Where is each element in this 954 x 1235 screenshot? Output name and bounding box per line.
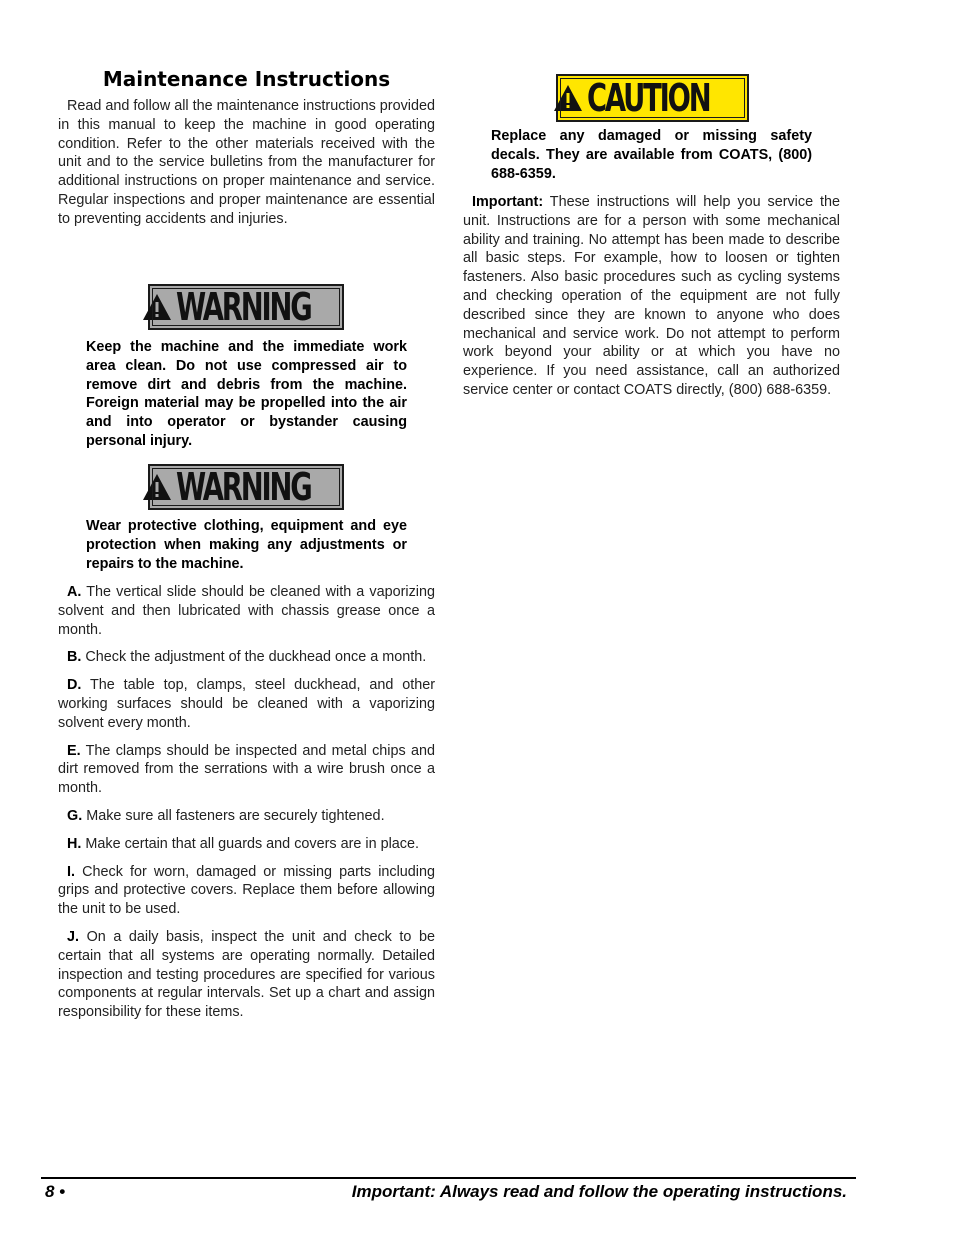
- caution-sign: [556, 74, 749, 122]
- caution-text: Replace any damaged or missing safety decals. They are available from COATS, (800) 688-6359.: [491, 128, 812, 182]
- list-item: A. The vertical slide should be cleaned with a vaporizing solvent and then lubricated with chassis grease once a month.: [58, 584, 435, 638]
- list-item: E. The clamps should be inspected and metal chips and dirt removed from the serrations with a wire brush once a month.: [58, 742, 435, 797]
- list-item: J. On a daily basis, inspect the unit and check to be certain that all systems are operating normally. Detailed inspection and testing procedures are specified for various components at regular intervals. Set up a chart and assign responsibility for these items.: [58, 928, 435, 1021]
- warning-text-2: Wear protective clothing, equipment and eye protection when making any adjustments or repairs to the machine.: [86, 518, 407, 572]
- list-item: B. Check the adjustment of the duckhead once a month.: [67, 649, 427, 666]
- warning-text-1: Keep the machine and the immediate work area clean. Do not use compressed air to remove dirt and debris from the machine. Foreign material may be propelled into the air and into operator or bystander causing personal injury.: [86, 339, 407, 449]
- warning-label: WARNING: [176, 465, 311, 509]
- important-section: [463, 193, 840, 409]
- warning-sign-2: [148, 464, 344, 510]
- warning-label: WARNING: [176, 285, 311, 329]
- section-title: Maintenance Instructions: [102, 67, 391, 91]
- footer-rule: [41, 1177, 856, 1179]
- list-item: D. The table top, clamps, steel duckhead, and other working surfaces should be cleaned with a vaporizing solvent every month.: [58, 677, 435, 731]
- list-item: G. Make sure all fasteners are securely tightened.: [67, 807, 385, 824]
- maintenance-items: [58, 583, 435, 1031]
- left-column: [58, 68, 435, 238]
- important-label: Important:: [472, 194, 544, 210]
- important-paragraph: Important: These instructions will help you service the unit. Instructions are for a person with some mechanical ability and training. No attempt has been made to describe all basic steps. For example, how to loosen or tighten fasteners. Also basic procedures such as cycling systems and checking operation of the equipment are not fully described since they are known to anyone who does mechanical and service work. Do not attempt to perform work beyond your ability or at which you have no experience. If you need assistance, call an authorized service center or contact COATS directly, (800) 688-6359.: [463, 194, 840, 398]
- intro-paragraph: Read and follow all the maintenance instructions provided in this manual to keep the machine in good operating condition. Refer to the other materials received with the unit and to the service bulletins from the manufacturer for additional instructions on proper maintenance and service. Regular inspections and proper maintenance are essential to preventing accidents and injuries.: [58, 98, 435, 227]
- list-item: I. Check for worn, damaged or missing parts including grips and protective covers. Replace them before allowing the unit to be used.: [58, 863, 435, 918]
- warning-sign-1: [148, 284, 344, 330]
- caution-label: CAUTION: [587, 76, 710, 120]
- footer-note: Important: Always read and follow the operating instructions.: [351, 1182, 847, 1201]
- list-item: H. Make certain that all guards and covers are in place.: [67, 835, 419, 852]
- page-number: 8 •: [45, 1182, 66, 1201]
